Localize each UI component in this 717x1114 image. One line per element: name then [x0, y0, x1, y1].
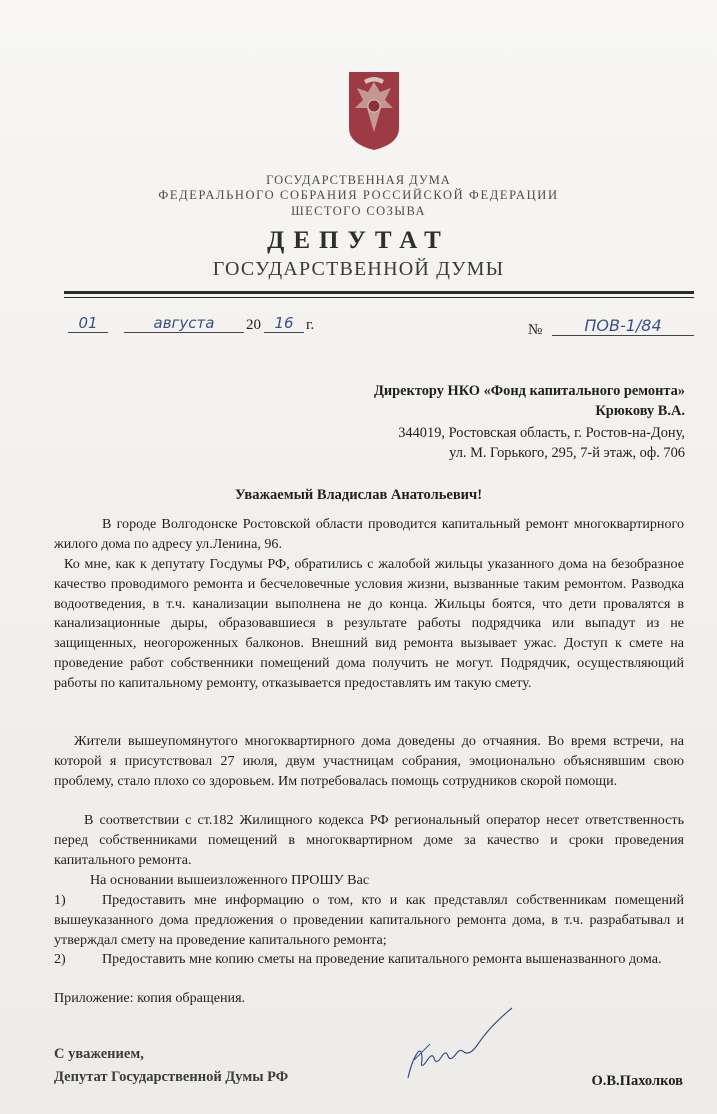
greeting: Уважаемый Владислав Анатольевич! — [234, 487, 483, 503]
outgoing-number: ПОВ-1/84 — [552, 316, 694, 336]
addressee-line2: Крюкову В.А. — [595, 403, 685, 419]
date-day: 01 — [68, 314, 108, 333]
date-month: августа — [124, 314, 244, 333]
header-rule-thin — [64, 297, 694, 298]
request-item-1-number: 1) — [54, 892, 66, 908]
closing-line: С уважением, — [54, 1046, 144, 1062]
paragraph-3: Жители вышеупомянутого многоквартирного дома доведены до отчаяния. Во время встречи, на которой я присутствовал 27 июля, двум участницам собрания, эмоционально объяснявшим свою проблему, стало плохо со здоровьем. Им потребовалась помощь сотрудников скорой помощи. — [54, 733, 684, 789]
letterhead-subtitle: ГОСУДАРСТВЕННОЙ ДУМЫ — [212, 258, 505, 280]
signer-title: Депутат Государственной Думы РФ — [54, 1069, 289, 1085]
date-year: 16 — [264, 314, 304, 333]
letterhead-title: ДЕПУТАТ — [267, 227, 450, 254]
addressee-line4: ул. М. Горького, 295, 7-й этаж, оф. 706 — [449, 445, 685, 461]
signer-name: О.В.Пахолков — [591, 1073, 683, 1089]
paragraph-2: Ко мне, как к депутату Госдумы РФ, обратились с жалобой жильцы указанного дома на безобразное качество проводимого ремонта и бесчеловечные условия жизни, вызванные таким ремонтом. Разводка водоотведения, в т.ч. канализации выполнена не до конца. Жильцы боятся, что дети провалятся в канализационные дыры, образовавшиеся в результате работы подрядчика или выпадут из не защищенных, неогороженных балконов. Внешний вид ремонта вызывает ужас. Доступ к смете на проведение работ собственники помещений дома получить не могут. Подрядчик, осуществляющий работы по капитальному ремонту, отказывается предоставлять им такую смету. — [54, 556, 684, 691]
number-sign: № — [528, 322, 543, 338]
header-line1: ГОСУДАРСТВЕННАЯ ДУМА — [266, 173, 451, 187]
paragraph-1: В городе Волгодонске Ростовской области проводится капитальный ремонт многоквартирного жилого дома по адресу ул.Ленина, 96. — [54, 516, 684, 552]
header-line2: ФЕДЕРАЛЬНОГО СОБРАНИЯ РОССИЙСКОЙ ФЕДЕРАЦИИ — [158, 188, 559, 202]
request-item-2 — [54, 950, 684, 970]
header-line3: ШЕСТОГО СОЗЫВА — [291, 204, 426, 218]
attachment-note: Приложение: копия обращения. — [54, 990, 246, 1006]
addressee-line1: Директору НКО «Фонд капитального ремонта» — [373, 383, 685, 399]
state-emblem-icon — [347, 70, 401, 152]
handwritten-signature — [400, 1000, 530, 1100]
date-suffix: г. — [306, 317, 315, 333]
date-century: 20 — [246, 317, 261, 333]
request-item-1 — [54, 891, 684, 950]
header-rule-thick — [64, 291, 694, 294]
request-item-2-number: 2) — [54, 951, 66, 967]
request-item-1-text: Предоставить мне информацию о том, кто и как представлял собственникам помещений вышеуказанного дома предложения о проведении капитального ремонта дома, в т.ч. разрабатывал и утверждал смету на проведение капитального ремонта; — [54, 892, 684, 948]
paragraph-4: В соответствии с ст.182 Жилищного кодекса РФ региональный оператор несет ответственность перед собственниками помещений в многоквартирном доме за качество и сроки проведения капитального ремонта. — [54, 812, 684, 868]
paragraph-5: На основании вышеизложенного ПРОШУ Вас — [90, 872, 370, 888]
request-item-2-text: Предоставить мне копию сметы на проведение капитального ремонта вышеназванного дома. — [102, 951, 662, 967]
addressee-line3: 344019, Ростовская область, г. Ростов-на-Дону, — [398, 425, 685, 441]
